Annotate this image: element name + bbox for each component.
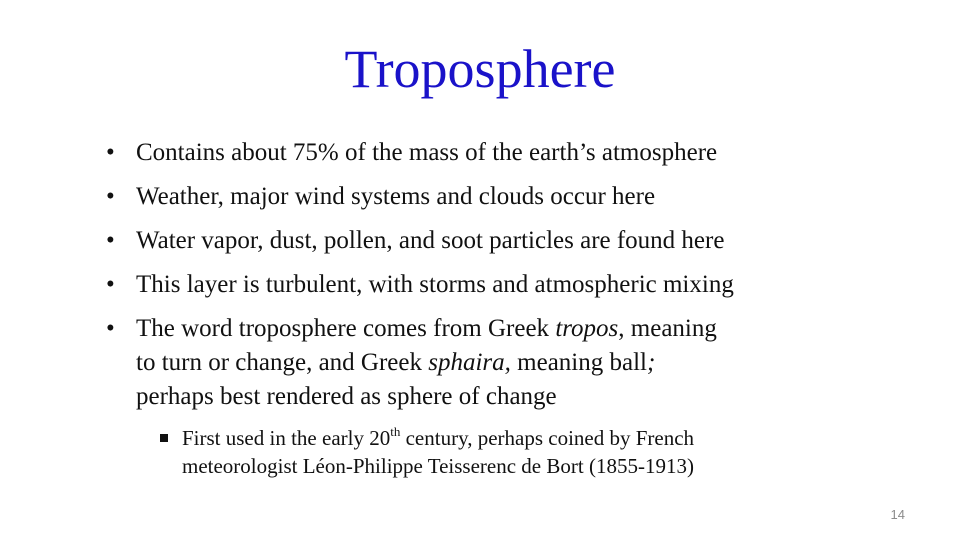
etymology-text: to turn or change, and Greek: [136, 349, 429, 376]
sub-bullet-line-2: meteorologist Léon-Philippe Teisserenc de Bort (1855-1913): [182, 454, 694, 478]
greek-term-sphaira: sphaira,: [428, 349, 511, 376]
sub-bullet-line-1: [182, 424, 924, 452]
bullet-item: [104, 224, 924, 258]
sub-bullet-text: century, perhaps coined by French: [400, 426, 695, 450]
square-bullet-icon: [160, 434, 168, 442]
bullet-dot-icon: •: [106, 227, 115, 254]
bullet-dot-icon: •: [106, 139, 115, 166]
bullet-item: [104, 136, 924, 170]
bullet-text: Contains about 75% of the mass of the earth’s atmosphere: [136, 139, 718, 166]
etymology-line-1: [136, 312, 924, 346]
etymology-line-3: perhaps best rendered as sphere of change: [136, 383, 557, 410]
bullet-dot-icon: •: [106, 271, 115, 298]
etymology-text: , meaning: [618, 315, 717, 342]
sub-bullet-text: First used in the early 20: [182, 426, 391, 450]
etymology-punctuation: ;: [646, 349, 656, 376]
greek-term-tropos: tropos: [555, 315, 619, 342]
bullet-item: [104, 180, 924, 214]
sub-bullet-item: [160, 424, 924, 480]
etymology-line-2: [136, 346, 924, 380]
page-number: 14: [890, 507, 905, 522]
bullet-text: Water vapor, dust, pollen, and soot particles are found here: [136, 227, 725, 254]
ordinal-superscript: th: [390, 424, 401, 439]
bullet-dot-icon: •: [106, 315, 115, 342]
etymology-text: meaning ball: [510, 349, 647, 376]
slide-title: Troposphere: [344, 39, 616, 99]
bullet-item-etymology: [104, 312, 924, 414]
bullet-text: This layer is turbulent, with storms and atmospheric mixing: [136, 271, 734, 298]
bullet-text: Weather, major wind systems and clouds occur here: [136, 183, 656, 210]
bullet-list: [104, 136, 924, 480]
etymology-text: The word troposphere comes from Greek: [136, 315, 556, 342]
bullet-item: [104, 268, 924, 302]
bullet-dot-icon: •: [106, 183, 115, 210]
